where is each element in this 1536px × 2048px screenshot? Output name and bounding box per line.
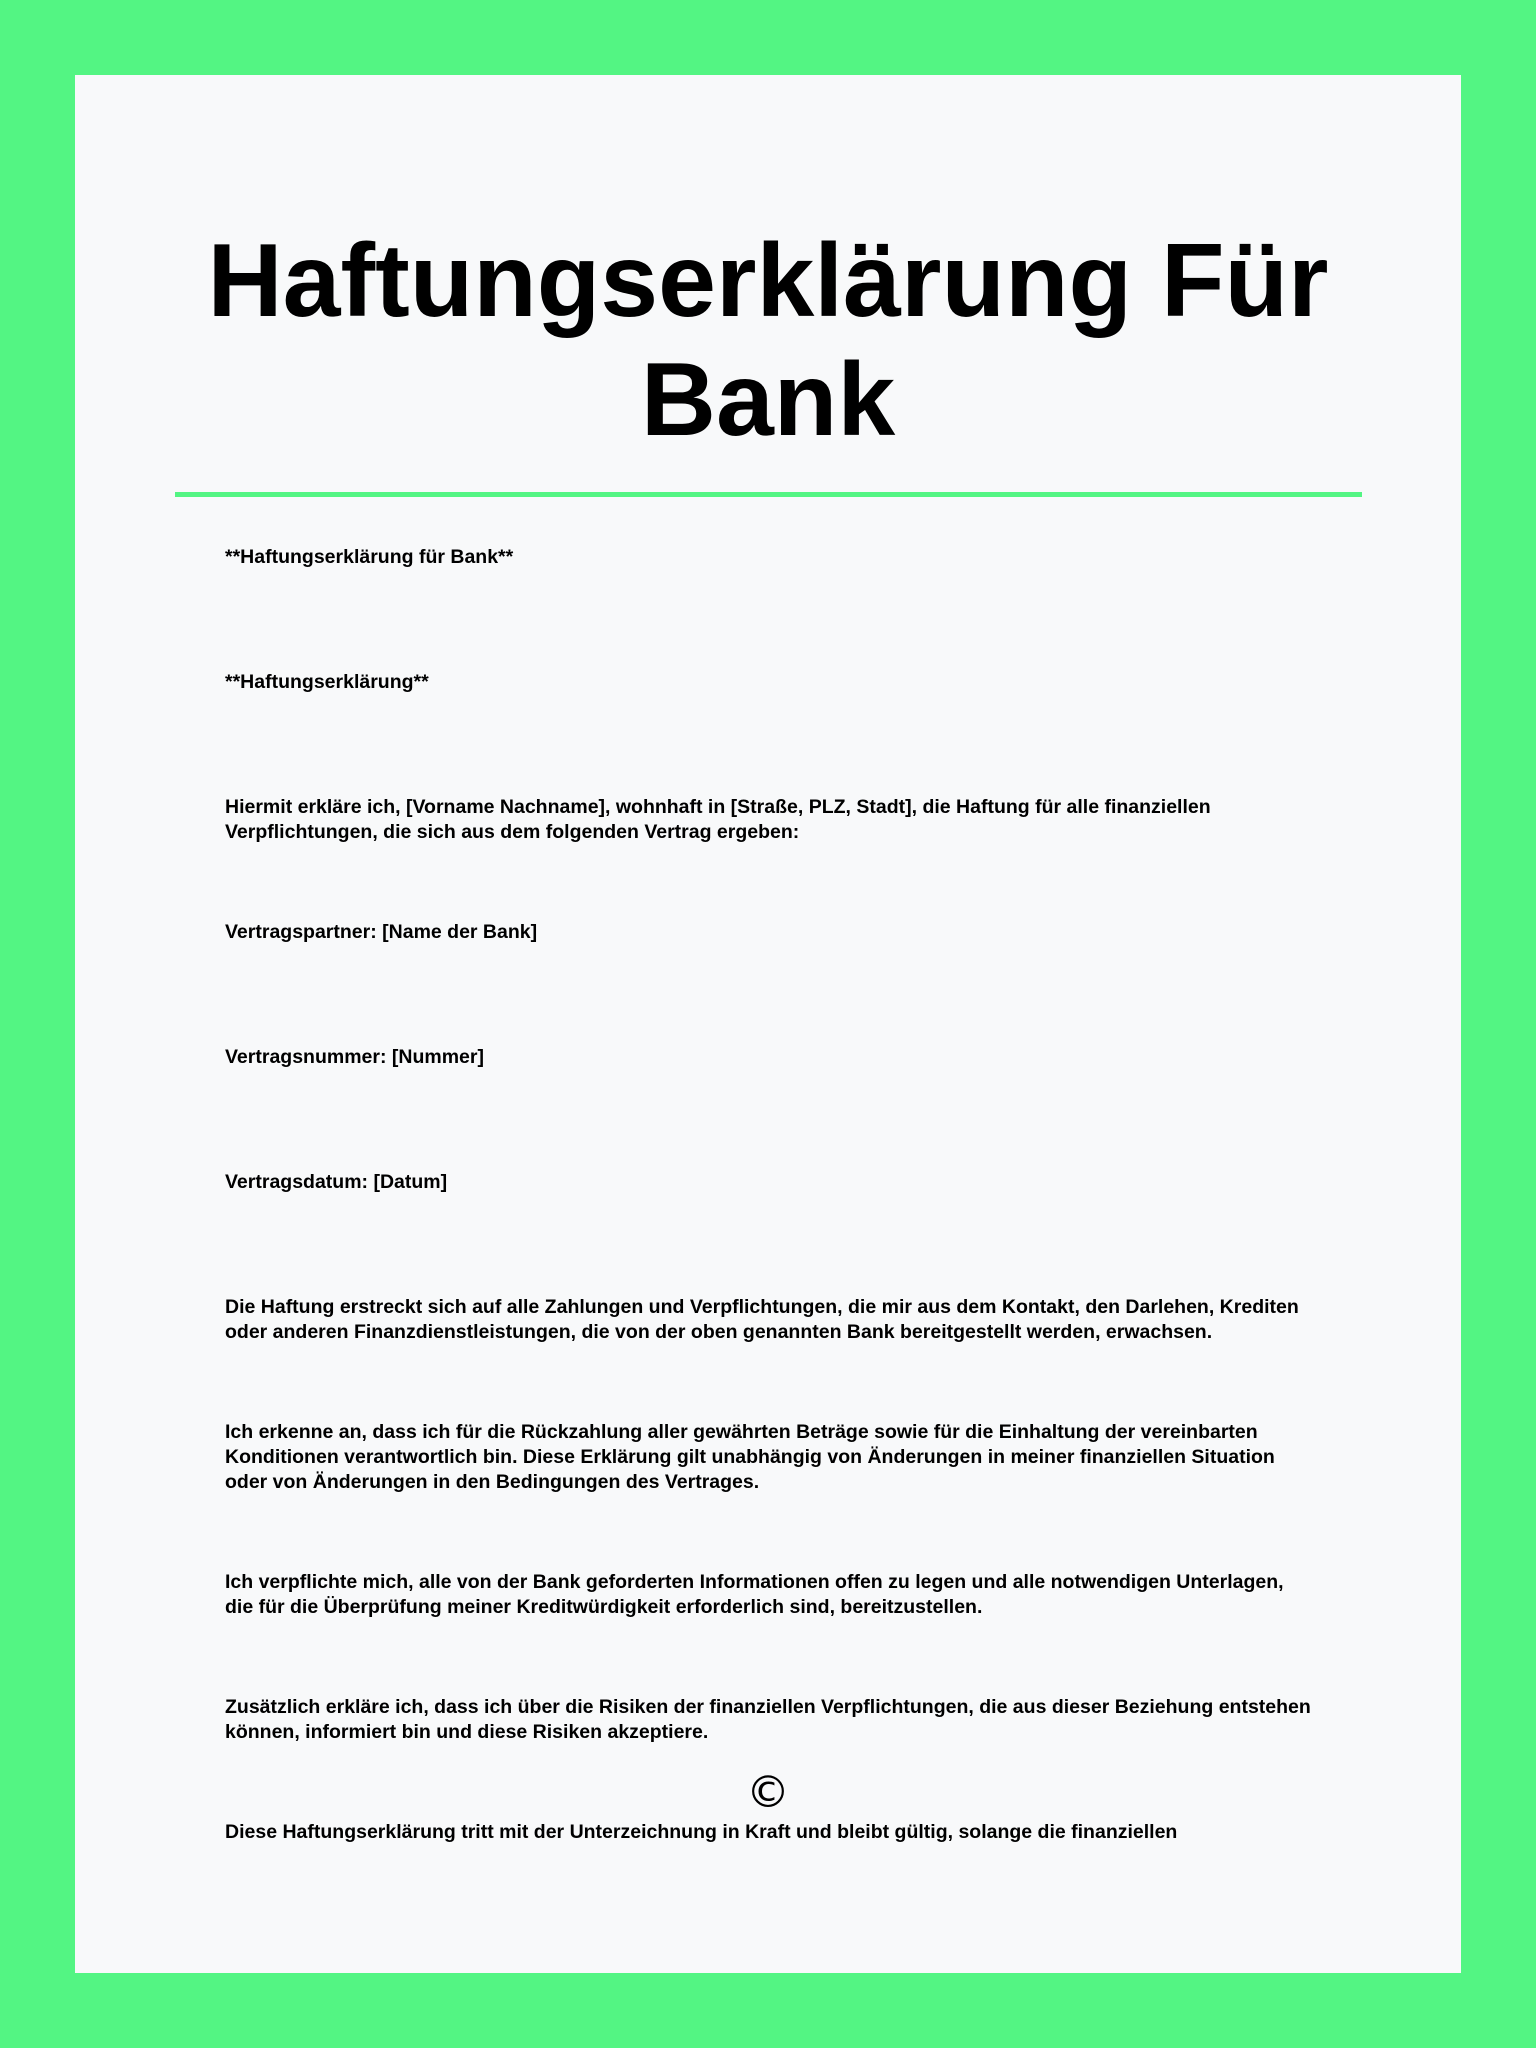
paragraph-disclosure: Ich verpflichte mich, alle von der Bank geforderten Informationen offen zu legen und alle notwendigen Unterlagen, die für die Überprüfung meiner Kreditwürdigkeit erforderlich sind, bereitzustellen. [225, 1571, 1289, 1618]
document-body [225, 545, 1317, 1843]
paragraph-heading: **Haftungserklärung für Bank** [225, 546, 514, 568]
paragraph-subheading: **Haftungserklärung** [225, 671, 429, 693]
paragraph-liability-scope: Die Haftung erstreckt sich auf alle Zahlungen und Verpflichtungen, die mir aus dem Kontakt, den Darlehen, Krediten oder anderen Finanzdienstleistungen, die von der oben genannten Bank bereitgestellt werden, erwachsen. [225, 1296, 1305, 1343]
title-divider [175, 492, 1362, 497]
document-title: Haftungserklärung Für Bank [207, 223, 1329, 458]
paragraph-validity: Diese Haftungserklärung tritt mit der Unterzeichnung in Kraft und bleibt gültig, solange die finanziellen [225, 1821, 1178, 1843]
document-page [75, 75, 1461, 1973]
paragraph-contract-number: Vertragsnummer: [Nummer] [225, 1046, 484, 1068]
paragraph-risks: Zusätzlich erkläre ich, dass ich über die Risiken der finanziellen Verpflichtungen, die aus dieser Beziehung entstehen können, informiert bin und diese Risiken akzeptiere. [225, 1696, 1317, 1743]
paragraph-contract-partner: Vertragspartner: [Name der Bank] [225, 921, 538, 943]
copyright-icon: © [746, 1767, 790, 1818]
paragraph-repayment: Ich erkenne an, dass ich für die Rückzahlung aller gewährten Beträge sowie für die Einhaltung der vereinbarten Konditionen verantwortlich bin. Diese Erklärung gilt unabhängig von Änderungen in meiner finanziellen Situation oder von Änderungen in den Bedingungen des Vertrages. [225, 1421, 1281, 1493]
paragraph-declaration: Hiermit erkläre ich, [Vorname Nachname], wohnhaft in [Straße, PLZ, Stadt], die Haftung für alle finanziellen Verpflichtungen, die sich aus dem folgenden Vertrag ergeben: [225, 796, 1217, 843]
paragraph-contract-date: Vertragsdatum: [Datum] [225, 1171, 448, 1193]
